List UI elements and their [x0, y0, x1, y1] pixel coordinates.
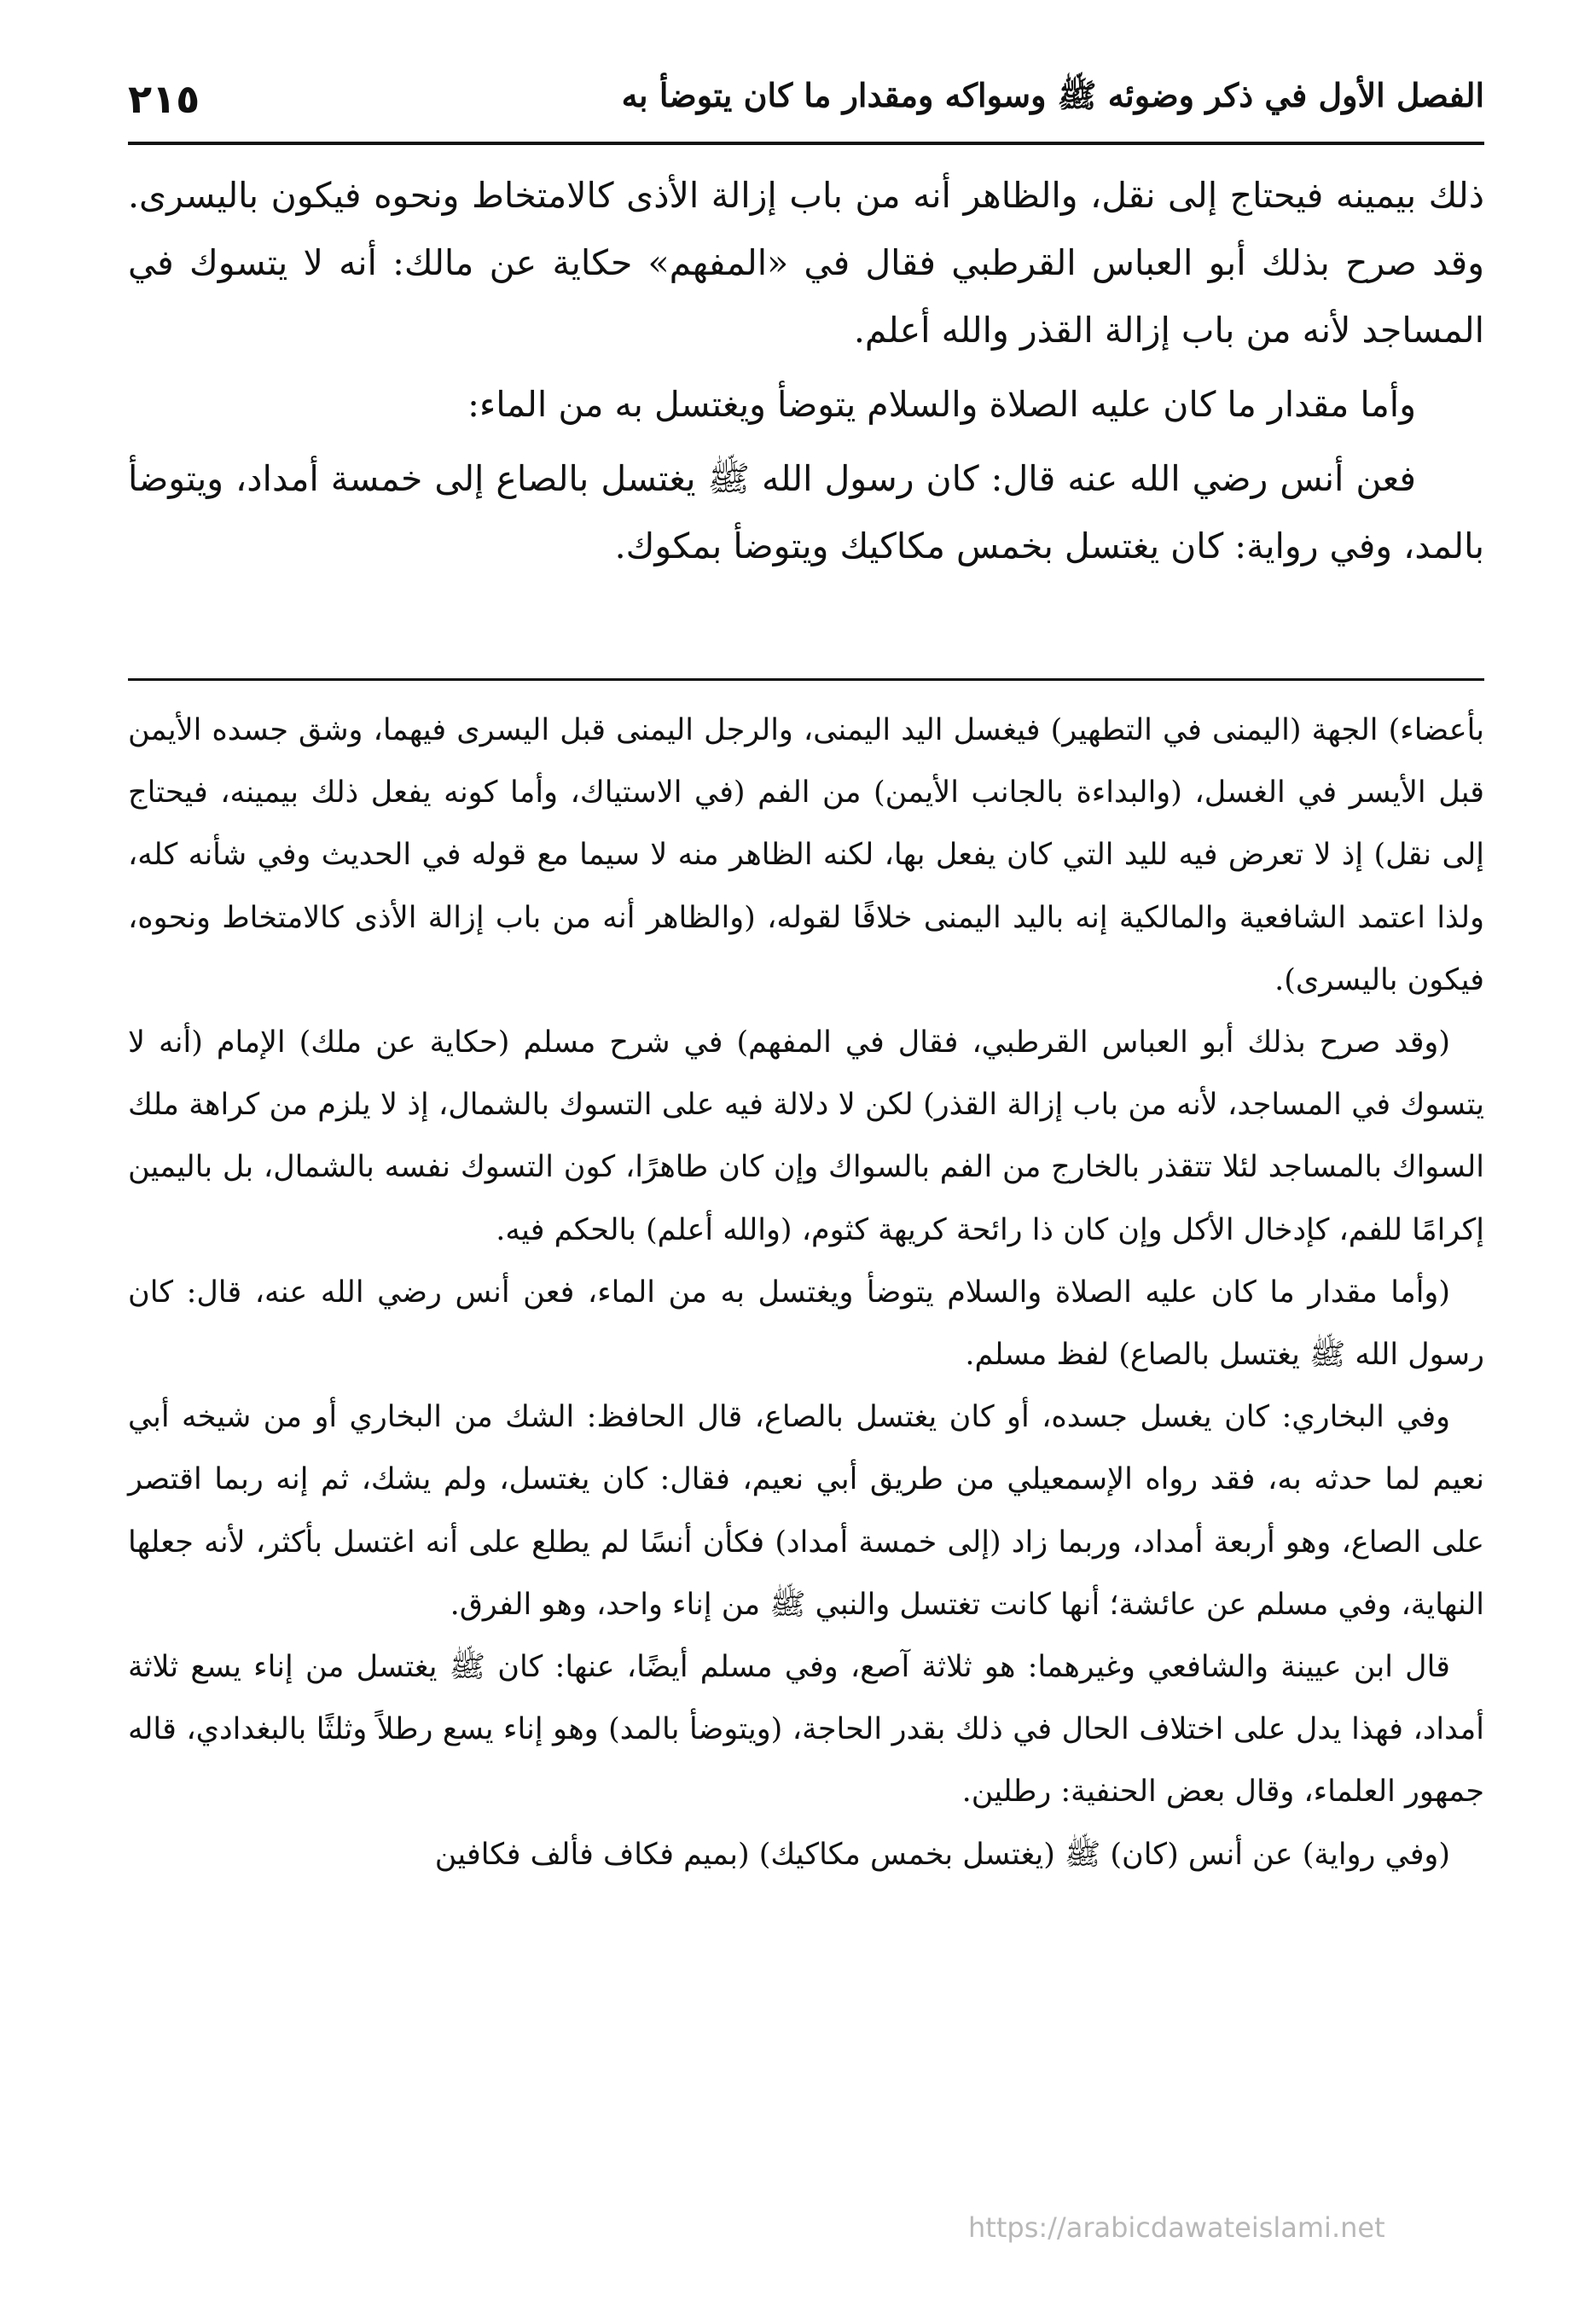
- main-text: [128, 162, 1484, 587]
- book-page: [128, 60, 1484, 2295]
- main-paragraph: وأما مقدار ما كان عليه الصلاة والسلام يتوضأ ويغتسل به من الماء:: [467, 384, 1416, 425]
- commentary-text: [128, 700, 1484, 1886]
- page-header: [128, 60, 1484, 138]
- commentary-paragraph: قال ابن عيينة والشافعي وغيرهما: هو ثلاثة آصع، وفي مسلم أيضًا، عنها: كان ﷺ يغتسل من إناء يسع ثلاثة أمداد، فهذا يدل على اختلاف الحال في ذلك بقدر الحاجة، (ويتوضأ بالمد) وهو إناء يسع رطلاً وثلثًا بالبغدادي، قاله جمهور العلماء، وقال بعض الحنفية: رطلين.: [128, 1650, 1484, 1810]
- chapter-title: الفصل الأول في ذكر وضوئه ﷺ وسواكه ومقدار ما كان يتوضأ به: [621, 75, 1484, 114]
- commentary-paragraph: وفي البخاري: كان يغسل جسده، أو كان يغتسل بالصاع، قال الحافظ: الشك من البخاري أو من شيخه أبي نعيم لما حدثه به، فقد رواه الإسمعيلي من طريق أبي نعيم، فقال: كان يغتسل، ولم يشك، ثم إنه ربما اقتصر على الصاع، وهو أربعة أمداد، وربما زاد (إلى خمسة أمداد) فكأن أنسًا لم يطلع على أنه اغتسل بأكثر، لأنه جعلها النهاية، وفي مسلم عن عائشة؛ أنها كانت تغتسل والنبي ﷺ من إناء واحد، وهو الفرق.: [128, 1400, 1484, 1622]
- watermark-url: https://arabicdawateislami.net: [968, 2211, 1385, 2244]
- commentary-paragraph: (وفي رواية) عن أنس (كان) ﷺ (يغتسل بخمس مكاكيك) (بميم فكاف فألف فكافين: [434, 1837, 1450, 1872]
- header-divider: [128, 142, 1484, 145]
- page-number: ٢١٥: [128, 76, 200, 122]
- main-paragraph: فعن أنس رضي الله عنه قال: كان رسول الله ﷺ يغتسل بالصاع إلى خمسة أمداد، ويتوضأ بالمد، وفي رواية: كان يغتسل بخمس مكاكيك ويتوضأ بمكوك.: [128, 458, 1484, 566]
- commentary-divider: [128, 678, 1484, 681]
- commentary-paragraph: بأعضاء) الجهة (اليمنى في التطهير) فيغسل اليد اليمنى، والرجل اليمنى قبل اليسرى فيهما، وشق جسده الأيمن قبل الأيسر في الغسل، (والبداءة بالجانب الأيمن) من الفم (في الاستياك، وأما كونه يفعل ذلك بيمينه، فيحتاج إلى نقل) إذ لا تعرض فيه لليد التي كان يفعل بها، لكنه الظاهر منه لا سيما مع قوله في الحديث وفي شأنه كله، ولذا اعتمد الشافعية والمالكية إنه باليد اليمنى خلافًا لقوله، (والظاهر أنه من باب إزالة الأذى كالامتخاط ونحوه، فيكون باليسرى).: [128, 713, 1484, 997]
- commentary-paragraph: (وقد صرح بذلك أبو العباس القرطبي، فقال في المفهم) في شرح مسلم (حكاية عن ملك) الإمام (أنه لا يتسوك في المساجد، لأنه من باب إزالة القذر) لكن لا دلالة فيه على التسوك بالشمال، إذ لا يلزم من كراهة ملك السواك بالمساجد لئلا تتقذر بالخارج من الفم بالسواك وإن كان طاهرًا، كون التسوك نفسه بالشمال، بل باليمين إكرامًا للفم، كإدخال الأكل وإن كان ذا رائحة كريهة كثوم، (والله أعلم) بالحكم فيه.: [128, 1025, 1484, 1247]
- commentary-paragraph: (وأما مقدار ما كان عليه الصلاة والسلام يتوضأ ويغتسل به من الماء، فعن أنس رضي الله عنه، قال: كان رسول الله ﷺ يغتسل بالصاع) لفظ مسلم.: [128, 1275, 1484, 1373]
- main-paragraph: ذلك بيمينه فيحتاج إلى نقل، والظاهر أنه من باب إزالة الأذى كالامتخاط ونحوه فيكون باليسرى. وقد صرح بذلك أبو العباس القرطبي فقال في «المفهم» حكاية عن مالك: أنه لا يتسوك في المساجد لأنه من باب إزالة القذر والله أعلم.: [128, 175, 1484, 351]
